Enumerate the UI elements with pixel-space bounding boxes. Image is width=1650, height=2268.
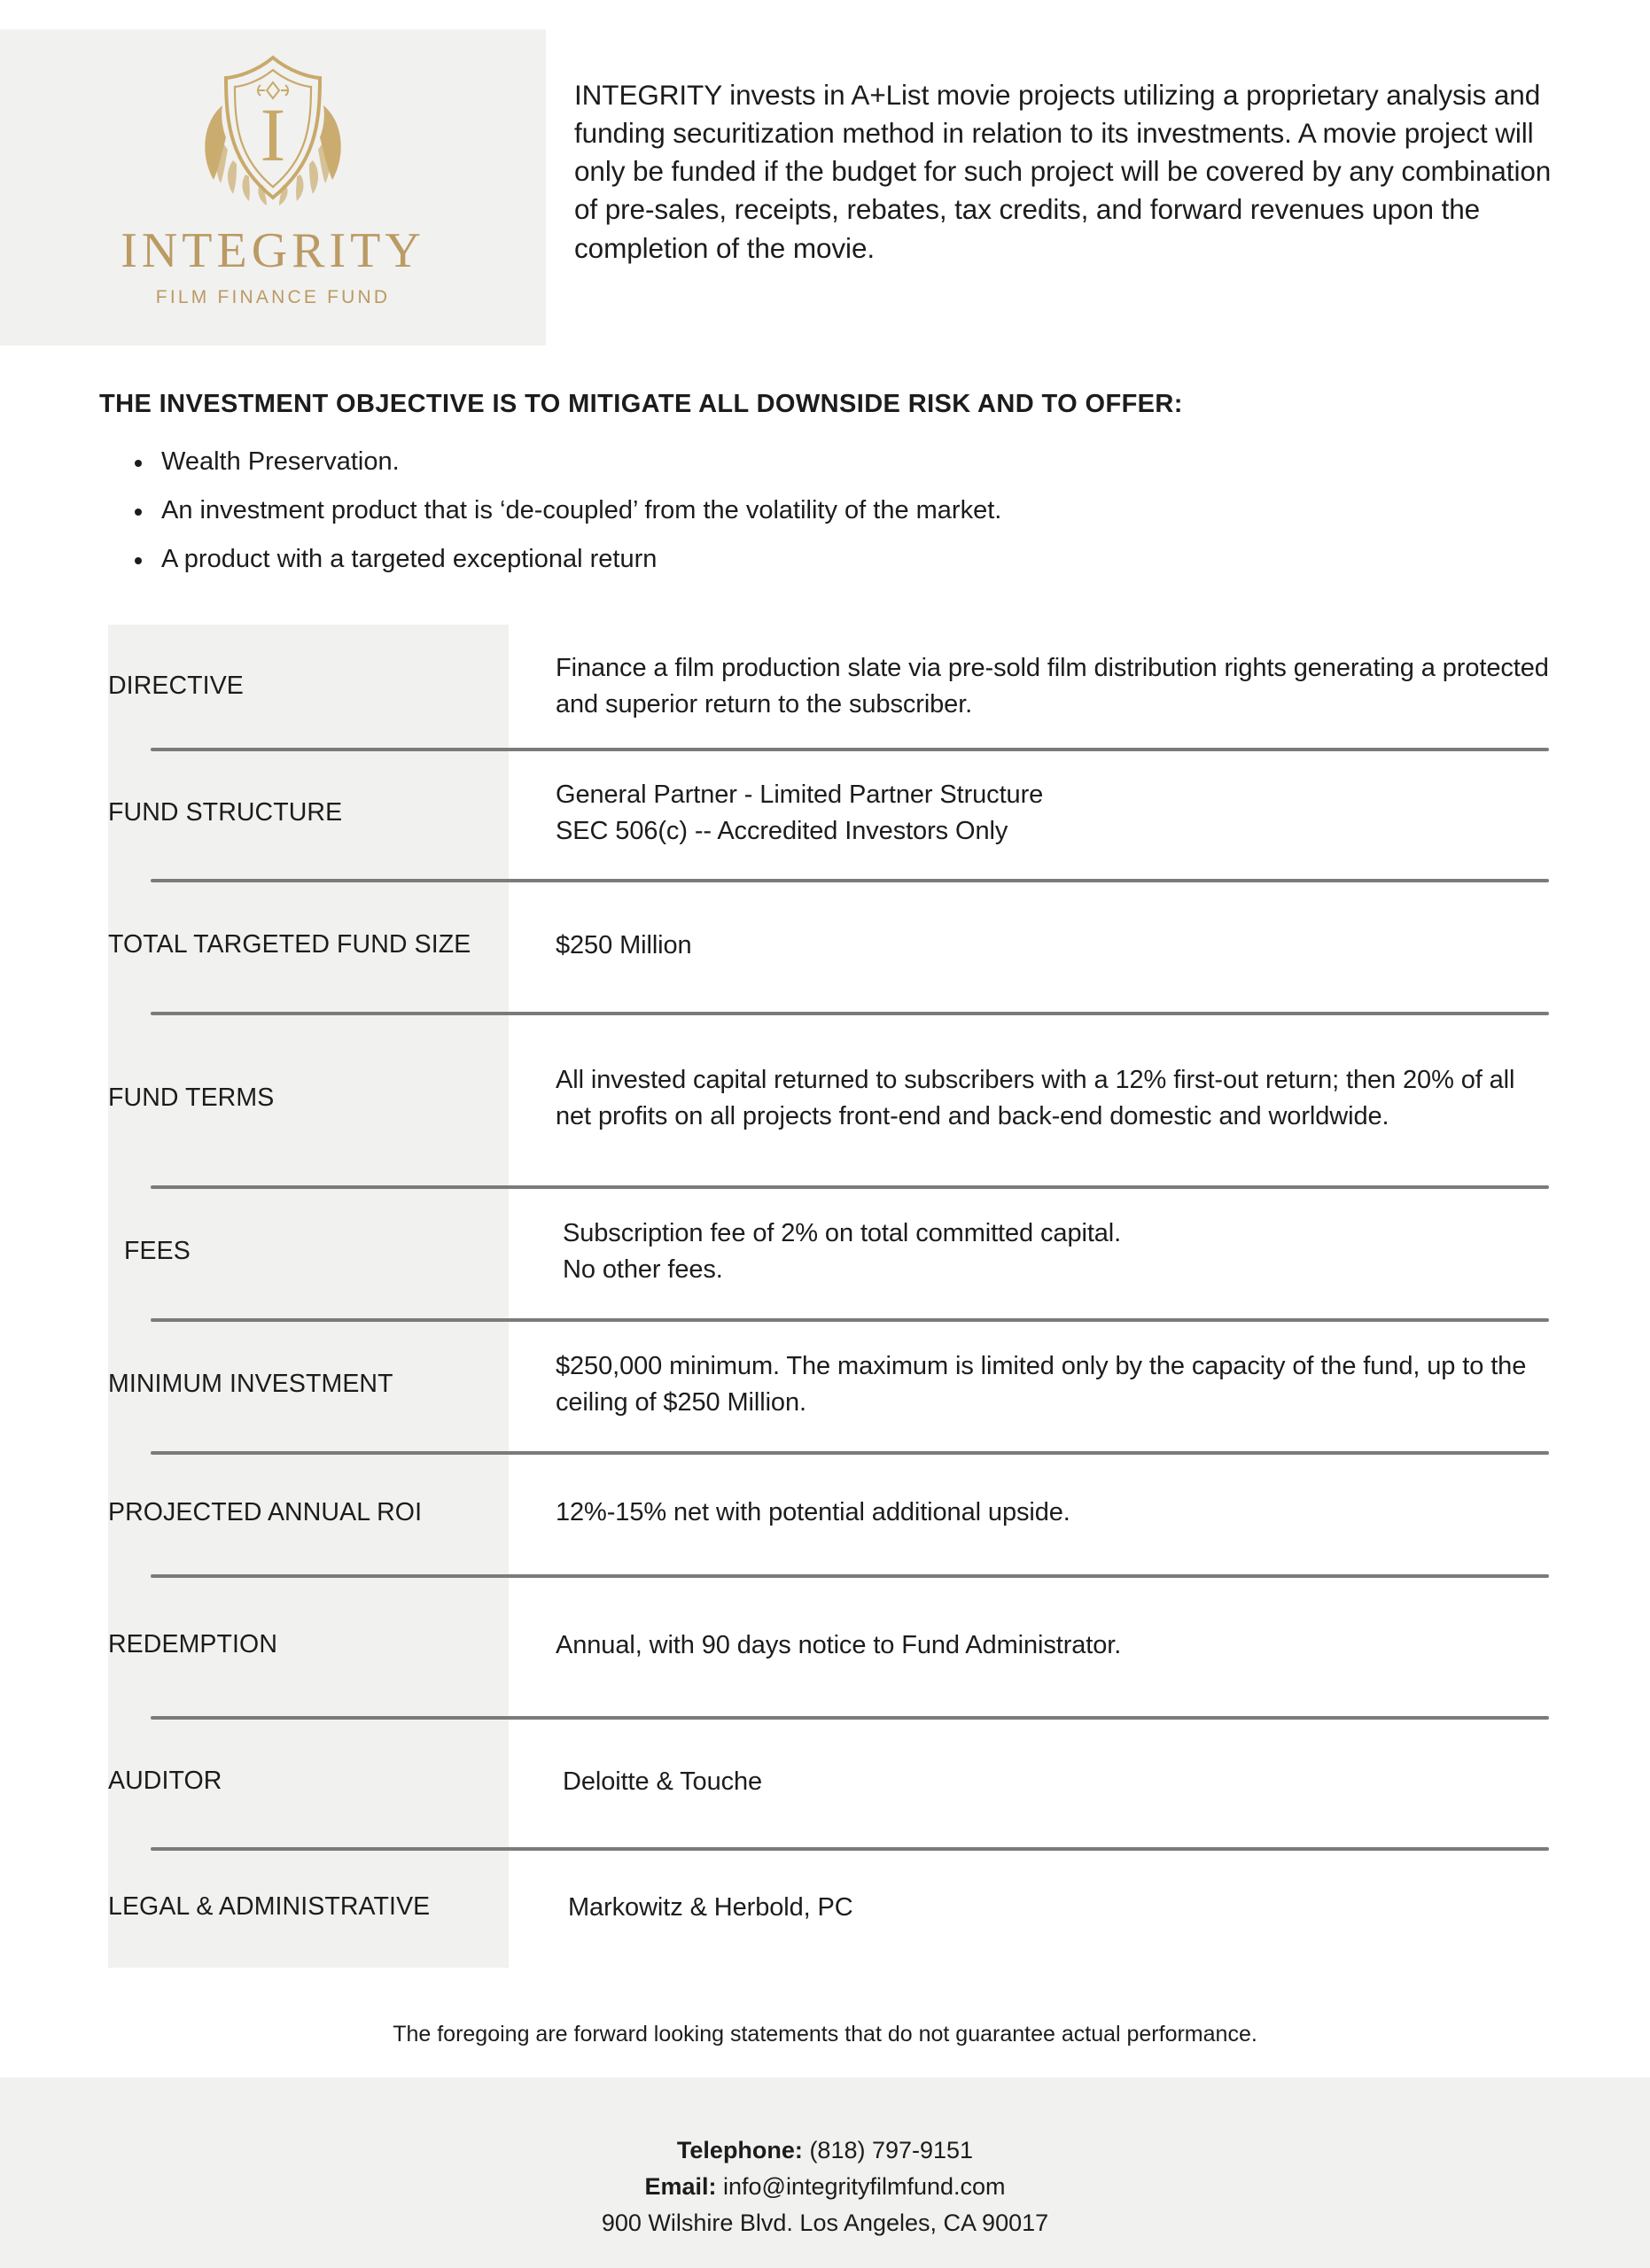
- row-key: MINIMUM INVESTMENT: [108, 1370, 393, 1399]
- telephone-value: (818) 797-9151: [802, 2137, 974, 2163]
- svg-text:I: I: [260, 92, 286, 177]
- objective-heading: THE INVESTMENT OBJECTIVE IS TO MITIGATE ALL DOWNSIDE RISK AND TO OFFER:: [99, 390, 1183, 418]
- row-separator: [151, 1847, 1549, 1851]
- footer-band: [0, 2078, 1650, 2268]
- row-value: 12%-15% net with potential additional upside.: [556, 1498, 1070, 1527]
- shield-laurel-monogram-icon: [171, 45, 375, 222]
- row-separator: [151, 1012, 1549, 1015]
- table-row: [108, 1318, 1553, 1451]
- table-row: [108, 625, 1553, 748]
- row-value: General Partner - Limited Partner Structure SEC 506(c) -- Accredited Investors Only: [556, 781, 1044, 845]
- row-separator: [151, 1318, 1549, 1322]
- list-item: A product with a targeted exceptional return: [124, 546, 1542, 574]
- row-value: Annual, with 90 days notice to Fund Administrator.: [556, 1630, 1122, 1659]
- row-key: FEES: [124, 1237, 191, 1266]
- telephone-label: Telephone:: [676, 2137, 803, 2163]
- row-separator: [151, 748, 1549, 751]
- objective-bullet-list: [124, 448, 1542, 594]
- header-band: [0, 29, 1650, 346]
- table-row: [108, 1574, 1553, 1716]
- row-separator: [151, 1451, 1549, 1455]
- row-separator: [151, 1574, 1549, 1578]
- row-key: TOTAL TARGETED FUND SIZE: [108, 930, 471, 959]
- row-value: Markowitz & Herbold, PC: [568, 1892, 853, 1922]
- table-row: [108, 748, 1553, 879]
- list-item: Wealth Preservation.: [124, 448, 1542, 477]
- table-row: [108, 1012, 1553, 1185]
- row-key: LEGAL & ADMINISTRATIVE: [108, 1892, 431, 1922]
- row-value: All invested capital returned to subscribers with a 12% first-out return; then 20% of all net profits on all projects front-end and back-end domestic and worldwide.: [556, 1066, 1515, 1130]
- table-row: [108, 1716, 1553, 1847]
- row-value: $250 Million: [556, 930, 692, 959]
- list-item: An investment product that is ‘de-coupled’ from the volatility of the market.: [124, 497, 1542, 525]
- row-key: PROJECTED ANNUAL ROI: [108, 1497, 423, 1526]
- email-label: Email:: [644, 2173, 717, 2201]
- row-separator: [151, 1185, 1549, 1189]
- row-key: FUND TERMS: [108, 1084, 275, 1113]
- table-row: [108, 879, 1553, 1012]
- row-key: DIRECTIVE: [108, 671, 244, 700]
- email-value: info@integrityfilmfund.com: [716, 2173, 1006, 2201]
- row-value: Deloitte & Touche: [563, 1767, 763, 1796]
- row-separator: [151, 1716, 1549, 1720]
- row-key: REDEMPTION: [108, 1630, 278, 1659]
- row-key: AUDITOR: [108, 1767, 222, 1796]
- footer-telephone-line: [0, 2132, 1650, 2169]
- logo-wordmark: INTEGRITY: [121, 223, 425, 278]
- row-value: $250,000 minimum. The maximum is limited only by the capacity of the fund, up to the ceiling of $250 Million.: [556, 1352, 1527, 1417]
- logo-panel: [0, 29, 546, 346]
- row-value: Subscription fee of 2% on total committed capital. No other fees.: [563, 1219, 1122, 1284]
- table-row: [108, 1451, 1553, 1574]
- row-value: Finance a film production slate via pre-sold film distribution rights generating a protected and superior return to the subscriber.: [556, 653, 1549, 718]
- table-row: [108, 1847, 1553, 1968]
- row-separator: [151, 879, 1549, 882]
- row-key: FUND STRUCTURE: [108, 798, 343, 827]
- footer-contact-block: [0, 2132, 1650, 2241]
- fund-spec-table: [108, 625, 1553, 1968]
- footer-email-line: [0, 2169, 1650, 2205]
- spec-rows: [108, 625, 1553, 1968]
- table-row: [108, 1185, 1553, 1318]
- intro-paragraph: INTEGRITY invests in A+List movie projects utilizing a proprietary analysis and funding securitization method in relation to its investments. A movie project will only be funded if the budget for such project will be covered by any combination of pre-sales, receipts, rebates, tax credits, and forward revenues upon the completion of the movie.: [574, 79, 1552, 264]
- logo-subtitle: FILM FINANCE FUND: [155, 287, 391, 307]
- disclaimer-text: The foregoing are forward looking statements that do not guarantee actual performance.: [393, 2022, 1257, 2047]
- footer-address-line: 900 Wilshire Blvd. Los Angeles, CA 90017: [601, 2210, 1049, 2237]
